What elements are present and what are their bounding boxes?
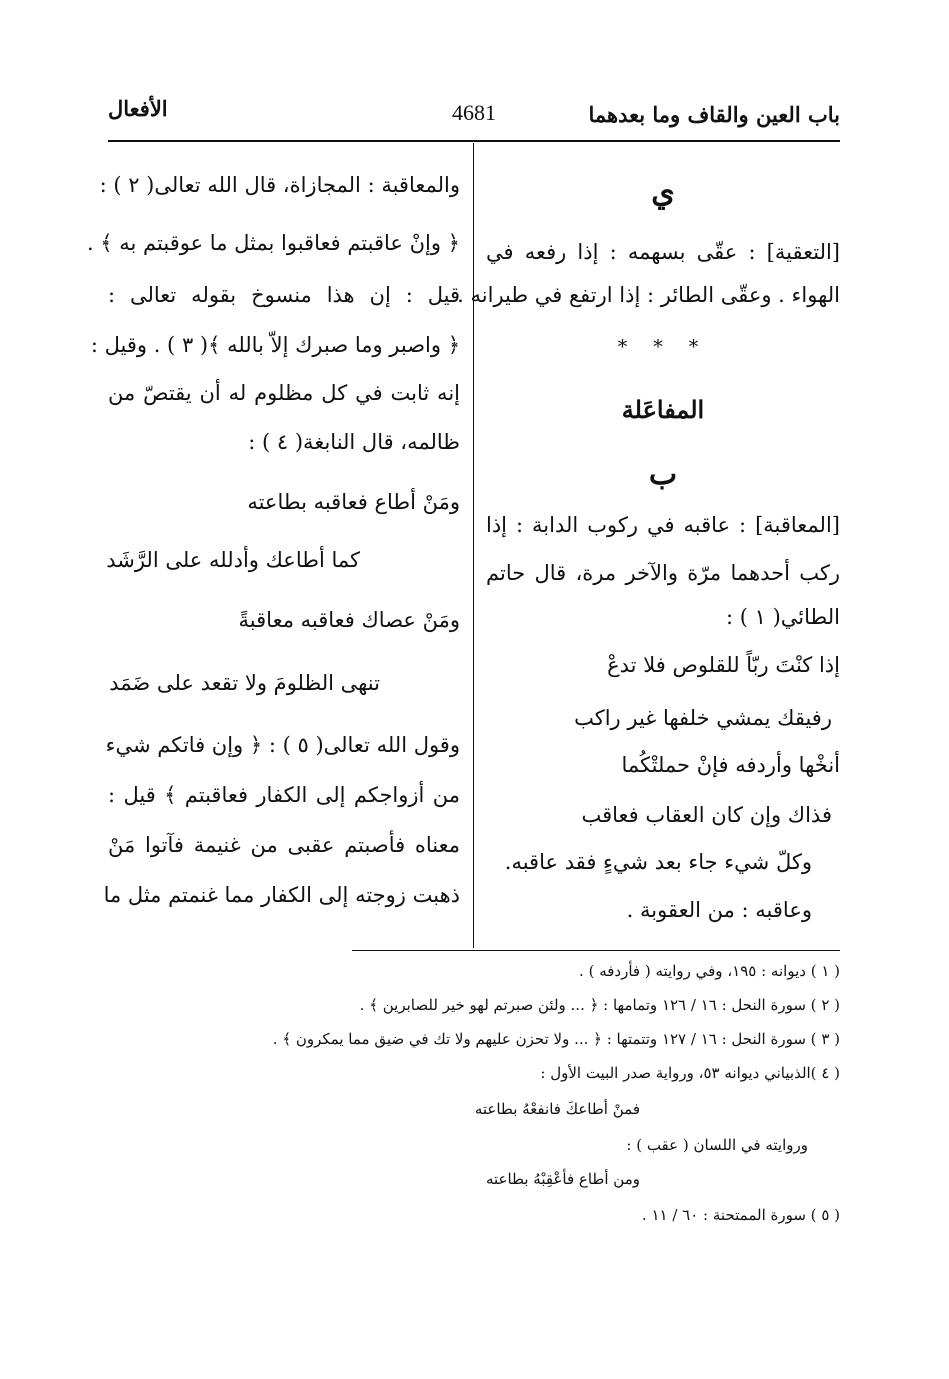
- text-line: ركب أحدهما مرّة والآخر مرة، قال حاتم: [486, 561, 840, 585]
- verse-line: تنهى الظلومَ ولا تقعد على ضَمَد: [109, 671, 380, 695]
- verse-line: فذاك وإن كان العقاب فعاقب: [581, 803, 832, 827]
- footnote-5: ( ٥ ) سورة الممتحنة : ٦٠ / ١١ .: [641, 1206, 840, 1224]
- footnote-4: ( ٤ )الذبياني ديوانه ٥٣، ورواية صدر البيت الأول :: [540, 1064, 840, 1082]
- quran-verse-line: من أزواجكم إلى الكفار فعاقبتم ﴾ قيل :: [108, 783, 460, 807]
- footnote-3: ( ٣ ) سورة النحل : ١٦ / ١٢٧ وتتمتها : ﴿ ... ولا تحزن عليهم ولا تك في ضيق مما يمكرون ﴾ .: [272, 1030, 840, 1048]
- letter-heading-ba: ب: [648, 457, 678, 492]
- text-line: [التعقية] : عقّى بسهمه : إذا رفعه في: [486, 240, 840, 264]
- page-header: [108, 96, 840, 136]
- text-line: وقول الله تعالى( ٥ ) : ﴿ وإن فاتكم شيء: [105, 733, 460, 757]
- section-heading: المفاعَلة: [621, 395, 705, 424]
- text-line: ذهبت زوجته إلى الكفار مما غنمتم مثل ما: [103, 883, 460, 907]
- page-number: 4681: [452, 100, 496, 125]
- verse-line: كما أطاعك وأدلله على الرَّشَد: [106, 548, 360, 572]
- text-line: إنه ثابت في كل مظلوم له أن يقتصّ من: [108, 381, 460, 405]
- text-line: ظالمه، قال النابغة( ٤ ) :: [248, 430, 460, 454]
- text-line: معناه فأصبتم عقبى من غنيمة فآتوا مَنْ: [108, 833, 460, 857]
- text-line: وكلّ شيء جاء بعد شيءٍ فقد عاقبه.: [504, 850, 812, 874]
- chapter-title: باب العين والقاف وما بعدهما: [588, 102, 840, 127]
- text-line: الطائي( ١ ) :: [726, 605, 840, 629]
- verse-line: إذا كنْتَ ربّاً للقلوص فلا تدعْ: [607, 653, 840, 677]
- footnote-2: ( ٢ ) سورة النحل : ١٦ / ١٢٦ وتمامها : ﴿ ... ولئن صبرتم لهو خير للصابرين ﴾ .: [359, 996, 840, 1014]
- footnote-verse: ومن أطاع فأعْقِبْهُ بطاعته: [485, 1170, 640, 1188]
- text-line: وعاقبه : من العقوبة .: [626, 898, 812, 922]
- footnote-rule: [352, 950, 840, 951]
- footnote-4-note: وروايته في اللسان ( عقب ) :: [626, 1136, 808, 1154]
- column-divider: [473, 143, 474, 948]
- letter-heading-ya: ي: [651, 175, 675, 210]
- text-line: [المعاقبة] : عاقبه في ركوب الدابة : إذا: [486, 513, 840, 537]
- text-line: الهواء . وعقّى الطائر : إذا ارتفع في طيرانه .: [457, 283, 840, 307]
- section-separator: * * *: [617, 336, 709, 358]
- verse-line: ومَنْ عصاك فعاقبه معاقبةً: [238, 608, 460, 632]
- verse-line: أنخْها وأردفه فإنْ حملتْكُما: [621, 753, 840, 777]
- quran-verse-line: ﴿ وإنْ عاقبتم فعاقبوا بمثل ما عوقبتم به ﴾ .: [86, 231, 460, 255]
- text-line: والمعاقبة : المجازاة، قال الله تعالى( ٢ ) :: [99, 173, 460, 197]
- section-title: الأفعال: [108, 96, 168, 121]
- text-line: قيل : إن هذا منسوخ بقوله تعالى :: [108, 283, 460, 307]
- verse-line: ومَنْ أطاع فعاقبه بطاعته: [247, 490, 460, 514]
- verse-line: رفيقك يمشي خلفها غير راكب: [574, 706, 832, 730]
- footnote-verse: فمنْ أطاعكَ فانفعْهُ بطاعته: [474, 1100, 640, 1118]
- quran-verse-line: ﴿ واصبر وما صبرك إلاّ بالله ﴾( ٣ ) . وقيل :: [90, 333, 460, 357]
- footnote-1: ( ١ ) ديوانه : ١٩٥، وفي روايته ( فأردفه ) .: [579, 962, 840, 980]
- header-rule: [108, 140, 840, 142]
